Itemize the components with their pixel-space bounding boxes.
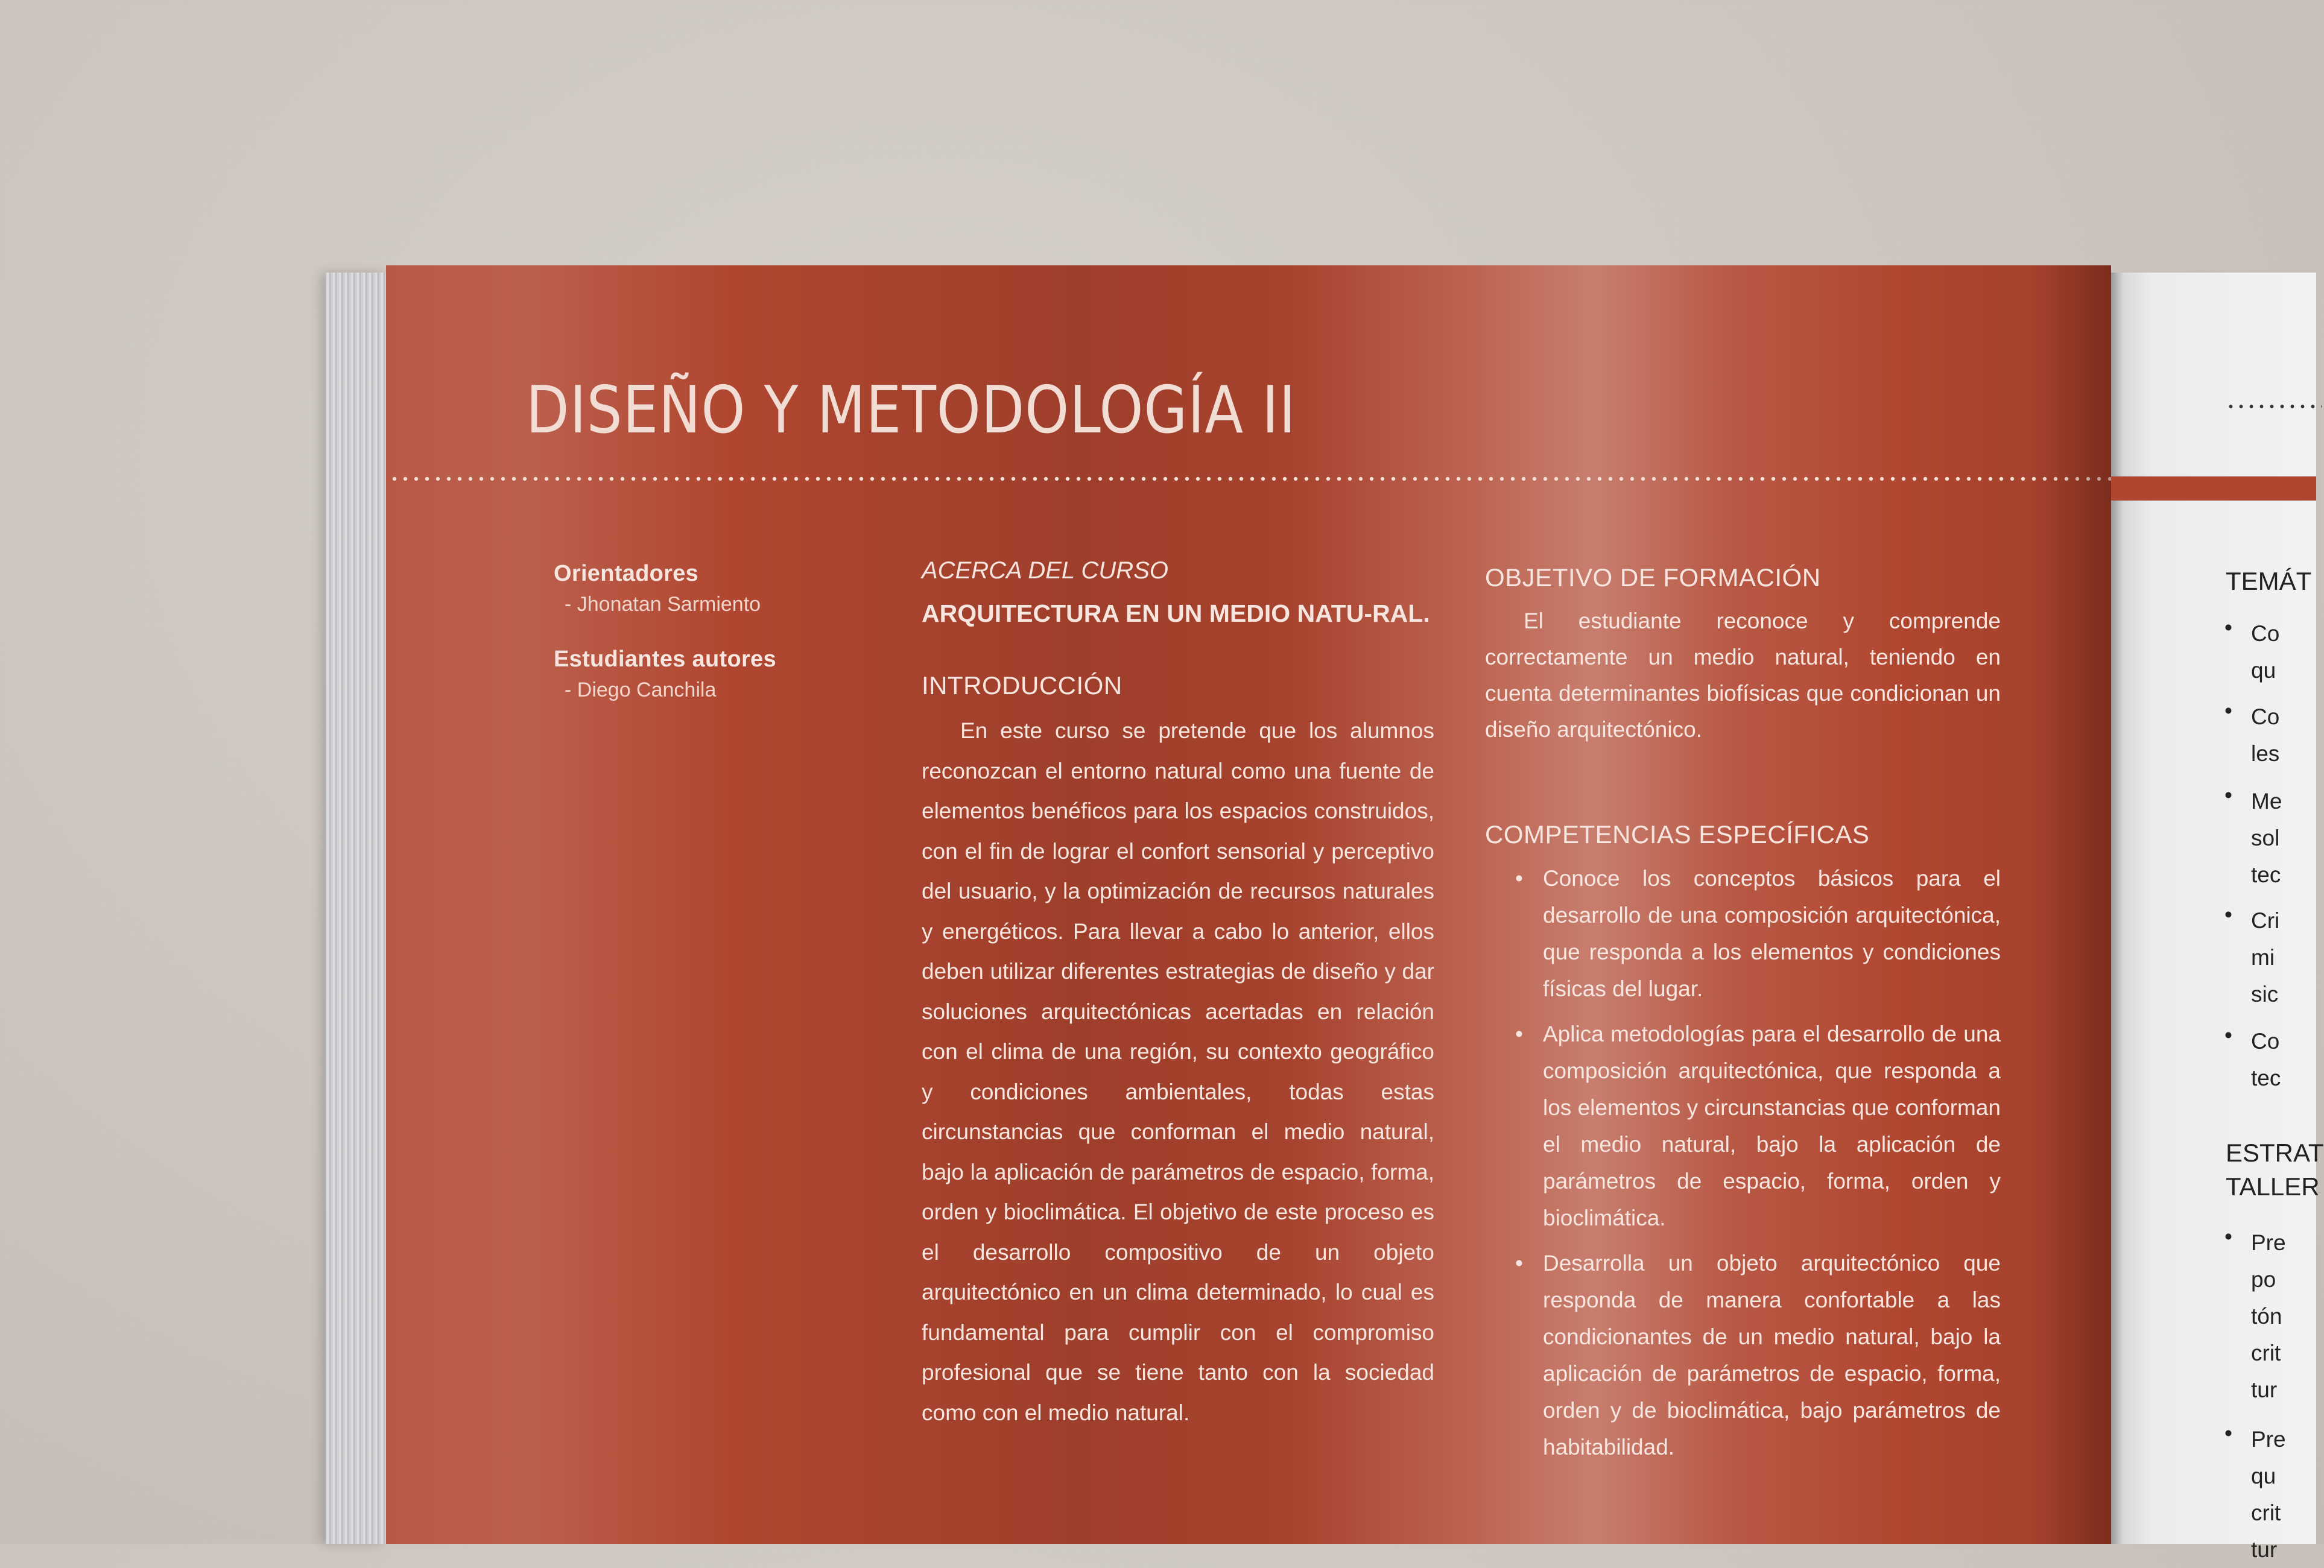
intro-heading: INTRODUCCIÓN (922, 671, 1122, 700)
list-item: Cri (2251, 908, 2280, 933)
competencies-heading: COMPETENCIAS ESPECÍFICAS (1485, 820, 1870, 849)
right-page (2111, 273, 2324, 1562)
right-heading: TEMÁT (2226, 567, 2312, 595)
estudiantes-label: Estudiantes autores (554, 646, 776, 672)
dotted-divider (389, 476, 2111, 481)
spine-shadow (2033, 265, 2111, 1544)
bullet-icon: • (2224, 1224, 2232, 1249)
list-item: mi (2251, 945, 2275, 970)
objective-heading: OBJETIVO DE FORMACIÓN (1485, 563, 1821, 592)
intro-text: En este curso se pretende que los alumnos reconozcan el entorno natural como una fuente de elementos benéficos para los espacios construidos, con el fin de lograr el confort sensorial y perceptivo del usuario, y la optimización de recursos naturales y energéticos. Para llevar a cabo lo anterior, ellos deben utilizar diferentes estrategias de diseño y dar soluciones arquitectónicas acertadas en relación con el clima de una región, su contexto geográfico y condiciones ambientales, todas estas circunstancias que conforman el medio natural, bajo la aplicación de parámetros de espacio, forma, orden y bioclimática. El objetivo de este proceso es el desarrollo compositivo de un objeto arquitectónico en un clima determinado, lo cual es fundamental para cumplir con el compromiso profesional que se tiene tanto con la sociedad como con el medio natural. (922, 718, 1434, 1425)
list-item: Pre (2251, 1427, 2286, 1452)
list-item: sic (2251, 982, 2279, 1007)
bullet-icon: • (2224, 1421, 2232, 1446)
objective-text: El estudiante reconoce y comprende correctamente un medio natural, teniendo en cuenta determinantes biofísicas que condicionan un diseño arquitectónico. (1485, 609, 2001, 742)
bullet-icon: • (2224, 783, 2232, 808)
list-item: Co (2251, 1029, 2280, 1054)
list-item: • Aplica metodologías para el desarrollo de una composición arquitectónica, que responda a los elementos y circunstancias que conforman el medio natural, bajo la aplicación de parámetros de espacio, forma, orden y bioclimática. (1485, 1016, 2001, 1236)
page-title: DISEÑO Y METODOLOGÍA II (526, 373, 1296, 448)
list-item: tec (2251, 862, 2281, 887)
credits-column (554, 561, 843, 732)
list-item: qu (2251, 658, 2276, 683)
course-column (922, 557, 1434, 1433)
page-edges (326, 273, 386, 1544)
list-item: sol (2251, 826, 2280, 850)
bullet-icon: • (2224, 902, 2232, 927)
bullet-icon: • (2224, 1023, 2232, 1048)
list-item: Pre (2251, 1230, 2286, 1255)
list-item: crit (2251, 1341, 2281, 1365)
list-item: tur (2251, 1377, 2278, 1402)
list-item: tón (2251, 1304, 2282, 1329)
bullet-icon: • (2224, 698, 2232, 723)
list-item: tur (2251, 1537, 2278, 1562)
course-kicker: ACERCA DEL CURSO (922, 557, 1168, 584)
list-item: tec (2251, 1066, 2281, 1090)
orientador-name: - Jhonatan Sarmiento (565, 593, 761, 616)
course-title: ARQUITECTURA EN UN MEDIO NATU-RAL. (922, 599, 1430, 627)
right-heading: TALLER (2226, 1172, 2320, 1201)
right-heading: ESTRAT (2226, 1139, 2324, 1167)
orientadores-label: Orientadores (554, 561, 699, 586)
list-item: crit (2251, 1500, 2281, 1525)
list-item: po (2251, 1267, 2276, 1292)
bullet-icon: • (2224, 615, 2232, 640)
competencies-list (1485, 860, 2001, 1465)
list-item: Co (2251, 621, 2280, 646)
list-item: • Desarrolla un objeto arquitectónico que responda de manera confortable a las condicionantes de un medio natural, bajo la aplicación de parámetros de espacio, forma, orden y de bioclimática, bajo parámetros de habitabilidad. (1485, 1245, 2001, 1465)
list-item: les (2251, 741, 2280, 766)
list-item: Co (2251, 704, 2280, 729)
color-band (2111, 476, 2316, 501)
list-item: Me (2251, 789, 2282, 814)
left-page (386, 265, 2111, 1544)
list-item: • Conoce los conceptos básicos para el desarrollo de una composición arquitectónica, que responda a los elementos y condiciones físicas del lugar. (1485, 860, 2001, 1007)
list-item: qu (2251, 1464, 2276, 1488)
estudiante-name: - Diego Canchila (565, 678, 717, 701)
dotted-divider (2226, 404, 2322, 409)
objectives-column (1485, 563, 2001, 1474)
